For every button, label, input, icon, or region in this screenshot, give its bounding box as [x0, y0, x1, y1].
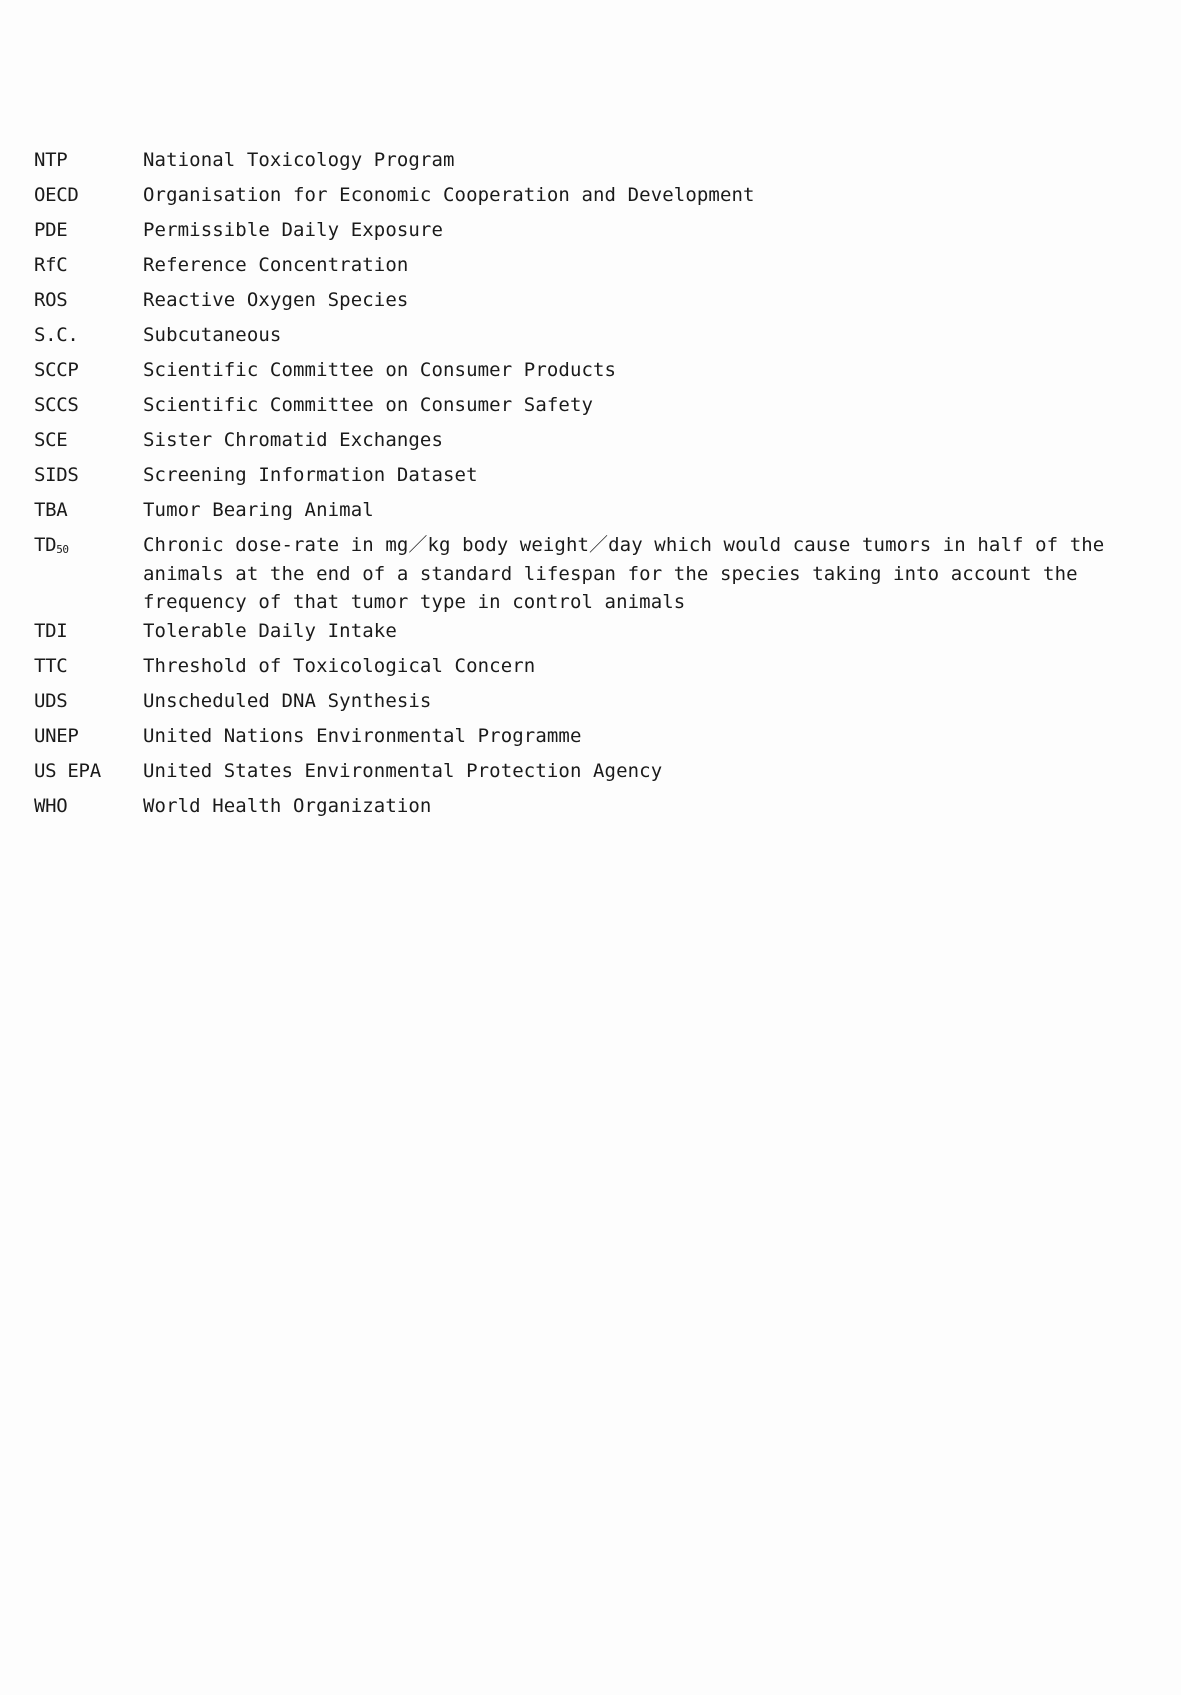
abbreviation-definition: Screening Information Dataset: [143, 464, 478, 486]
abbreviation-row: [34, 652, 1154, 681]
abbreviation-definition: Permissible Daily Exposure: [143, 219, 444, 241]
abbreviation-definition: Tolerable Daily Intake: [143, 619, 397, 642]
abbreviation-term: SCCS: [34, 394, 79, 416]
abbreviation-term: NTP: [34, 149, 68, 171]
abbreviation-term: SIDS: [34, 464, 79, 486]
abbreviation-row: [34, 792, 1154, 821]
abbreviation-term: [34, 531, 143, 565]
abbreviation-row: [34, 286, 1154, 315]
abbreviation-term: TDI: [34, 619, 68, 642]
abbreviation-row: [34, 496, 1154, 525]
abbreviation-term: SCCP: [34, 359, 79, 381]
abbreviation-list: [34, 146, 1154, 827]
abbreviation-definition: Scientific Committee on Consumer Products: [143, 359, 617, 381]
abbreviation-row: [34, 757, 1154, 786]
abbreviation-term-subscript: 50: [56, 543, 69, 556]
abbreviation-term-base: TD: [34, 534, 57, 556]
abbreviation-term: SCE: [34, 429, 68, 451]
abbreviation-term: US EPA: [34, 759, 101, 782]
abbreviation-row: [34, 181, 1154, 210]
abbreviation-term: WHO: [34, 794, 68, 817]
abbreviation-definition: Tumor Bearing Animal: [143, 499, 374, 521]
abbreviation-row: [34, 321, 1154, 350]
abbreviation-definition: Reactive Oxygen Species: [143, 289, 409, 311]
abbreviation-row: [34, 391, 1154, 420]
abbreviation-row: [34, 687, 1154, 716]
abbreviation-term: RfC: [34, 254, 68, 276]
abbreviation-term: UNEP: [34, 724, 79, 747]
abbreviation-definition: Subcutaneous: [143, 324, 282, 346]
abbreviation-row: [34, 426, 1154, 455]
abbreviation-definition: Organisation for Economic Cooperation and Development: [143, 184, 755, 206]
abbreviation-term: ROS: [34, 289, 68, 311]
abbreviation-definition: Chronic dose-rate in mg／kg body weight／day which would cause tumors in half of the animals at the end of a standard lifespan for the species taking into account the frequency of that tumor type in control animals: [143, 534, 1105, 613]
abbreviation-definition: National Toxicology Program: [143, 149, 455, 171]
abbreviation-definition: Reference Concentration: [143, 254, 409, 276]
abbreviation-term: UDS: [34, 689, 68, 712]
abbreviation-row: [34, 216, 1154, 245]
abbreviation-row: [34, 461, 1154, 490]
abbreviation-row: [34, 722, 1154, 751]
abbreviation-definition: Unscheduled DNA Synthesis: [143, 689, 432, 712]
abbreviation-term: TBA: [34, 499, 68, 521]
abbreviation-row: [34, 617, 1154, 646]
abbreviation-term: TTC: [34, 654, 68, 677]
abbreviation-row: [34, 251, 1154, 280]
abbreviation-definition: World Health Organization: [143, 794, 432, 817]
abbreviation-term: PDE: [34, 219, 68, 241]
abbreviation-definition: United States Environmental Protection Agency: [143, 759, 663, 782]
abbreviation-term: S.C.: [34, 324, 79, 346]
abbreviation-term: OECD: [34, 184, 79, 206]
abbreviation-row: [34, 146, 1154, 175]
abbreviation-row: [34, 356, 1154, 385]
abbreviation-definition: United Nations Environmental Programme: [143, 724, 582, 747]
abbreviation-definition: Sister Chromatid Exchanges: [143, 429, 444, 451]
abbreviation-definition: Scientific Committee on Consumer Safety: [143, 394, 594, 416]
abbreviation-definition: Threshold of Toxicological Concern: [143, 654, 536, 677]
abbreviation-row: [34, 531, 1154, 617]
